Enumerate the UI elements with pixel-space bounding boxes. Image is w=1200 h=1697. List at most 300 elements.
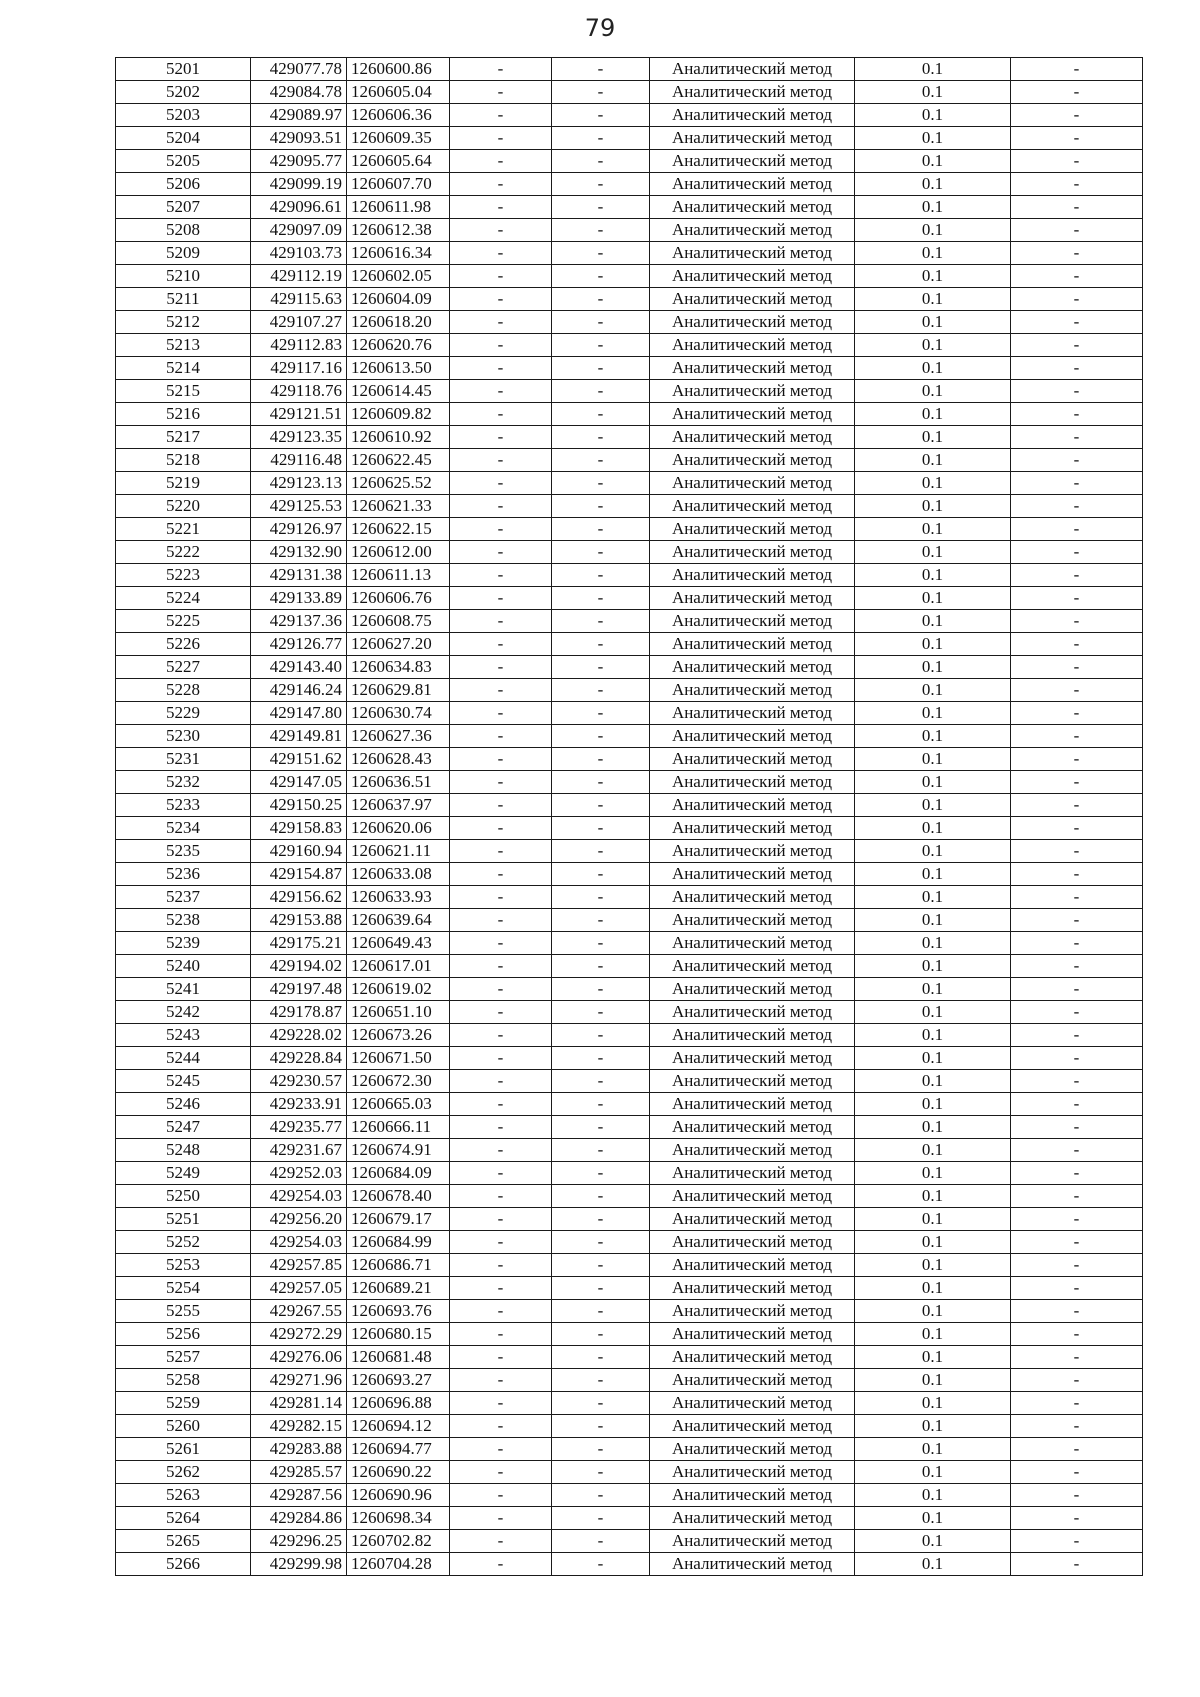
method-cell: Аналитический метод [650, 288, 855, 311]
point-number-cell: 5208 [116, 219, 251, 242]
dash-cell-b: - [552, 748, 650, 771]
method-cell: Аналитический метод [650, 311, 855, 334]
page-number: 79 [584, 14, 616, 42]
dash-cell-c: - [1011, 656, 1143, 679]
dash-cell-a: - [450, 564, 552, 587]
point-number-cell: 5240 [116, 955, 251, 978]
table-row [116, 1070, 1143, 1093]
table-row [116, 357, 1143, 380]
dash-cell-a: - [450, 1116, 552, 1139]
y-coordinate-cell: 1260616.34 [347, 242, 450, 265]
x-coordinate-cell: 429231.67 [251, 1139, 347, 1162]
point-number-cell: 5226 [116, 633, 251, 656]
dash-cell-b: - [552, 1208, 650, 1231]
point-number-cell: 5252 [116, 1231, 251, 1254]
table-row [116, 1346, 1143, 1369]
accuracy-cell: 0.1 [855, 1300, 1011, 1323]
table-row [116, 725, 1143, 748]
point-number-cell: 5221 [116, 518, 251, 541]
dash-cell-b: - [552, 863, 650, 886]
method-cell: Аналитический метод [650, 1415, 855, 1438]
method-cell: Аналитический метод [650, 564, 855, 587]
dash-cell-c: - [1011, 610, 1143, 633]
dash-cell-b: - [552, 1047, 650, 1070]
table-row [116, 1392, 1143, 1415]
y-coordinate-cell: 1260604.09 [347, 288, 450, 311]
dash-cell-a: - [450, 1369, 552, 1392]
dash-cell-c: - [1011, 104, 1143, 127]
y-coordinate-cell: 1260621.33 [347, 495, 450, 518]
accuracy-cell: 0.1 [855, 426, 1011, 449]
accuracy-cell: 0.1 [855, 587, 1011, 610]
table-body [116, 58, 1143, 1576]
dash-cell-b: - [552, 472, 650, 495]
dash-cell-c: - [1011, 541, 1143, 564]
dash-cell-a: - [450, 403, 552, 426]
dash-cell-b: - [552, 886, 650, 909]
dash-cell-a: - [450, 1415, 552, 1438]
y-coordinate-cell: 1260608.75 [347, 610, 450, 633]
dash-cell-c: - [1011, 81, 1143, 104]
dash-cell-a: - [450, 725, 552, 748]
table-row [116, 334, 1143, 357]
accuracy-cell: 0.1 [855, 1553, 1011, 1576]
dash-cell-b: - [552, 58, 650, 81]
method-cell: Аналитический метод [650, 334, 855, 357]
dash-cell-b: - [552, 978, 650, 1001]
dash-cell-c: - [1011, 1116, 1143, 1139]
y-coordinate-cell: 1260684.09 [347, 1162, 450, 1185]
dash-cell-c: - [1011, 127, 1143, 150]
dash-cell-a: - [450, 58, 552, 81]
y-coordinate-cell: 1260673.26 [347, 1024, 450, 1047]
accuracy-cell: 0.1 [855, 702, 1011, 725]
dash-cell-c: - [1011, 288, 1143, 311]
dash-cell-a: - [450, 1047, 552, 1070]
accuracy-cell: 0.1 [855, 1530, 1011, 1553]
dash-cell-c: - [1011, 1461, 1143, 1484]
y-coordinate-cell: 1260639.64 [347, 909, 450, 932]
method-cell: Аналитический метод [650, 909, 855, 932]
table-row [116, 932, 1143, 955]
x-coordinate-cell: 429146.24 [251, 679, 347, 702]
y-coordinate-cell: 1260618.20 [347, 311, 450, 334]
y-coordinate-cell: 1260696.88 [347, 1392, 450, 1415]
dash-cell-a: - [450, 1530, 552, 1553]
dash-cell-a: - [450, 1438, 552, 1461]
point-number-cell: 5217 [116, 426, 251, 449]
dash-cell-a: - [450, 1070, 552, 1093]
y-coordinate-cell: 1260681.48 [347, 1346, 450, 1369]
accuracy-cell: 0.1 [855, 1507, 1011, 1530]
dash-cell-b: - [552, 1162, 650, 1185]
y-coordinate-cell: 1260637.97 [347, 794, 450, 817]
y-coordinate-cell: 1260611.13 [347, 564, 450, 587]
x-coordinate-cell: 429149.81 [251, 725, 347, 748]
method-cell: Аналитический метод [650, 242, 855, 265]
point-number-cell: 5207 [116, 196, 251, 219]
dash-cell-c: - [1011, 748, 1143, 771]
point-number-cell: 5253 [116, 1254, 251, 1277]
point-number-cell: 5224 [116, 587, 251, 610]
accuracy-cell: 0.1 [855, 58, 1011, 81]
x-coordinate-cell: 429160.94 [251, 840, 347, 863]
x-coordinate-cell: 429267.55 [251, 1300, 347, 1323]
y-coordinate-cell: 1260609.82 [347, 403, 450, 426]
x-coordinate-cell: 429235.77 [251, 1116, 347, 1139]
dash-cell-c: - [1011, 587, 1143, 610]
accuracy-cell: 0.1 [855, 1001, 1011, 1024]
dash-cell-c: - [1011, 771, 1143, 794]
dash-cell-a: - [450, 150, 552, 173]
point-number-cell: 5257 [116, 1346, 251, 1369]
y-coordinate-cell: 1260622.45 [347, 449, 450, 472]
accuracy-cell: 0.1 [855, 1024, 1011, 1047]
point-number-cell: 5210 [116, 265, 251, 288]
dash-cell-a: - [450, 173, 552, 196]
x-coordinate-cell: 429107.27 [251, 311, 347, 334]
table-row [116, 840, 1143, 863]
x-coordinate-cell: 429118.76 [251, 380, 347, 403]
dash-cell-b: - [552, 173, 650, 196]
dash-cell-c: - [1011, 1507, 1143, 1530]
accuracy-cell: 0.1 [855, 472, 1011, 495]
dash-cell-c: - [1011, 219, 1143, 242]
point-number-cell: 5244 [116, 1047, 251, 1070]
dash-cell-a: - [450, 219, 552, 242]
table-row [116, 1369, 1143, 1392]
accuracy-cell: 0.1 [855, 242, 1011, 265]
table-row [116, 587, 1143, 610]
dash-cell-a: - [450, 1553, 552, 1576]
y-coordinate-cell: 1260600.86 [347, 58, 450, 81]
y-coordinate-cell: 1260612.00 [347, 541, 450, 564]
dash-cell-b: - [552, 288, 650, 311]
y-coordinate-cell: 1260684.99 [347, 1231, 450, 1254]
x-coordinate-cell: 429228.02 [251, 1024, 347, 1047]
table-row [116, 1507, 1143, 1530]
x-coordinate-cell: 429097.09 [251, 219, 347, 242]
x-coordinate-cell: 429283.88 [251, 1438, 347, 1461]
dash-cell-b: - [552, 380, 650, 403]
dash-cell-a: - [450, 771, 552, 794]
method-cell: Аналитический метод [650, 1162, 855, 1185]
dash-cell-b: - [552, 932, 650, 955]
dash-cell-a: - [450, 1346, 552, 1369]
dash-cell-c: - [1011, 1484, 1143, 1507]
dash-cell-c: - [1011, 196, 1143, 219]
table-row [116, 219, 1143, 242]
table-row [116, 748, 1143, 771]
dash-cell-b: - [552, 656, 650, 679]
table-row [116, 380, 1143, 403]
dash-cell-a: - [450, 518, 552, 541]
dash-cell-b: - [552, 1185, 650, 1208]
dash-cell-c: - [1011, 173, 1143, 196]
dash-cell-a: - [450, 380, 552, 403]
y-coordinate-cell: 1260690.22 [347, 1461, 450, 1484]
coordinates-table [115, 57, 1143, 1576]
dash-cell-c: - [1011, 1139, 1143, 1162]
dash-cell-b: - [552, 794, 650, 817]
x-coordinate-cell: 429252.03 [251, 1162, 347, 1185]
method-cell: Аналитический метод [650, 1024, 855, 1047]
accuracy-cell: 0.1 [855, 1231, 1011, 1254]
accuracy-cell: 0.1 [855, 1369, 1011, 1392]
table-row [116, 1231, 1143, 1254]
x-coordinate-cell: 429194.02 [251, 955, 347, 978]
x-coordinate-cell: 429178.87 [251, 1001, 347, 1024]
x-coordinate-cell: 429254.03 [251, 1185, 347, 1208]
point-number-cell: 5247 [116, 1116, 251, 1139]
table-row [116, 1461, 1143, 1484]
table-row [116, 909, 1143, 932]
point-number-cell: 5206 [116, 173, 251, 196]
x-coordinate-cell: 429284.86 [251, 1507, 347, 1530]
dash-cell-c: - [1011, 1300, 1143, 1323]
method-cell: Аналитический метод [650, 840, 855, 863]
table-row [116, 265, 1143, 288]
y-coordinate-cell: 1260630.74 [347, 702, 450, 725]
dash-cell-c: - [1011, 1415, 1143, 1438]
method-cell: Аналитический метод [650, 1277, 855, 1300]
dash-cell-b: - [552, 518, 650, 541]
x-coordinate-cell: 429143.40 [251, 656, 347, 679]
accuracy-cell: 0.1 [855, 564, 1011, 587]
table-row [116, 863, 1143, 886]
dash-cell-b: - [552, 495, 650, 518]
method-cell: Аналитический метод [650, 495, 855, 518]
accuracy-cell: 0.1 [855, 771, 1011, 794]
point-number-cell: 5266 [116, 1553, 251, 1576]
table-row [116, 58, 1143, 81]
x-coordinate-cell: 429099.19 [251, 173, 347, 196]
accuracy-cell: 0.1 [855, 610, 1011, 633]
accuracy-cell: 0.1 [855, 1346, 1011, 1369]
dash-cell-c: - [1011, 1070, 1143, 1093]
y-coordinate-cell: 1260614.45 [347, 380, 450, 403]
accuracy-cell: 0.1 [855, 1277, 1011, 1300]
dash-cell-b: - [552, 771, 650, 794]
y-coordinate-cell: 1260613.50 [347, 357, 450, 380]
dash-cell-b: - [552, 1277, 650, 1300]
dash-cell-b: - [552, 610, 650, 633]
dash-cell-b: - [552, 357, 650, 380]
x-coordinate-cell: 429077.78 [251, 58, 347, 81]
dash-cell-a: - [450, 1001, 552, 1024]
table-row [116, 1277, 1143, 1300]
accuracy-cell: 0.1 [855, 518, 1011, 541]
y-coordinate-cell: 1260629.81 [347, 679, 450, 702]
dash-cell-a: - [450, 242, 552, 265]
x-coordinate-cell: 429299.98 [251, 1553, 347, 1576]
accuracy-cell: 0.1 [855, 748, 1011, 771]
accuracy-cell: 0.1 [855, 127, 1011, 150]
dash-cell-a: - [450, 1392, 552, 1415]
point-number-cell: 5249 [116, 1162, 251, 1185]
dash-cell-a: - [450, 127, 552, 150]
accuracy-cell: 0.1 [855, 1139, 1011, 1162]
method-cell: Аналитический метод [650, 426, 855, 449]
y-coordinate-cell: 1260678.40 [347, 1185, 450, 1208]
y-coordinate-cell: 1260666.11 [347, 1116, 450, 1139]
dash-cell-b: - [552, 1070, 650, 1093]
accuracy-cell: 0.1 [855, 288, 1011, 311]
dash-cell-b: - [552, 1530, 650, 1553]
x-coordinate-cell: 429285.57 [251, 1461, 347, 1484]
point-number-cell: 5251 [116, 1208, 251, 1231]
table-row [116, 127, 1143, 150]
dash-cell-b: - [552, 679, 650, 702]
x-coordinate-cell: 429133.89 [251, 587, 347, 610]
dash-cell-a: - [450, 794, 552, 817]
method-cell: Аналитический метод [650, 955, 855, 978]
dash-cell-b: - [552, 242, 650, 265]
point-number-cell: 5238 [116, 909, 251, 932]
x-coordinate-cell: 429084.78 [251, 81, 347, 104]
dash-cell-c: - [1011, 426, 1143, 449]
point-number-cell: 5260 [116, 1415, 251, 1438]
table-row [116, 518, 1143, 541]
dash-cell-c: - [1011, 1185, 1143, 1208]
dash-cell-b: - [552, 1484, 650, 1507]
accuracy-cell: 0.1 [855, 1323, 1011, 1346]
point-number-cell: 5205 [116, 150, 251, 173]
dash-cell-c: - [1011, 1323, 1143, 1346]
point-number-cell: 5213 [116, 334, 251, 357]
dash-cell-c: - [1011, 1254, 1143, 1277]
method-cell: Аналитический метод [650, 1185, 855, 1208]
method-cell: Аналитический метод [650, 1369, 855, 1392]
y-coordinate-cell: 1260693.27 [347, 1369, 450, 1392]
dash-cell-b: - [552, 265, 650, 288]
dash-cell-c: - [1011, 932, 1143, 955]
method-cell: Аналитический метод [650, 1392, 855, 1415]
dash-cell-a: - [450, 817, 552, 840]
method-cell: Аналитический метод [650, 1553, 855, 1576]
accuracy-cell: 0.1 [855, 1116, 1011, 1139]
x-coordinate-cell: 429103.73 [251, 242, 347, 265]
table-row [116, 104, 1143, 127]
table-row [116, 311, 1143, 334]
accuracy-cell: 0.1 [855, 679, 1011, 702]
table-row [116, 1415, 1143, 1438]
accuracy-cell: 0.1 [855, 656, 1011, 679]
y-coordinate-cell: 1260690.96 [347, 1484, 450, 1507]
point-number-cell: 5231 [116, 748, 251, 771]
dash-cell-a: - [450, 886, 552, 909]
point-number-cell: 5229 [116, 702, 251, 725]
dash-cell-c: - [1011, 1047, 1143, 1070]
dash-cell-c: - [1011, 564, 1143, 587]
dash-cell-c: - [1011, 725, 1143, 748]
accuracy-cell: 0.1 [855, 104, 1011, 127]
table-row [116, 978, 1143, 1001]
method-cell: Аналитический метод [650, 1001, 855, 1024]
x-coordinate-cell: 429257.05 [251, 1277, 347, 1300]
dash-cell-c: - [1011, 1553, 1143, 1576]
dash-cell-b: - [552, 1139, 650, 1162]
y-coordinate-cell: 1260672.30 [347, 1070, 450, 1093]
point-number-cell: 5248 [116, 1139, 251, 1162]
table-row [116, 1116, 1143, 1139]
dash-cell-b: - [552, 1553, 650, 1576]
x-coordinate-cell: 429131.38 [251, 564, 347, 587]
method-cell: Аналитический метод [650, 656, 855, 679]
accuracy-cell: 0.1 [855, 932, 1011, 955]
method-cell: Аналитический метод [650, 748, 855, 771]
accuracy-cell: 0.1 [855, 357, 1011, 380]
point-number-cell: 5204 [116, 127, 251, 150]
point-number-cell: 5209 [116, 242, 251, 265]
point-number-cell: 5235 [116, 840, 251, 863]
method-cell: Аналитический метод [650, 1346, 855, 1369]
method-cell: Аналитический метод [650, 932, 855, 955]
dash-cell-a: - [450, 495, 552, 518]
dash-cell-a: - [450, 909, 552, 932]
dash-cell-b: - [552, 1024, 650, 1047]
method-cell: Аналитический метод [650, 725, 855, 748]
x-coordinate-cell: 429123.13 [251, 472, 347, 495]
dash-cell-a: - [450, 1139, 552, 1162]
table-row [116, 1001, 1143, 1024]
y-coordinate-cell: 1260620.76 [347, 334, 450, 357]
x-coordinate-cell: 429095.77 [251, 150, 347, 173]
x-coordinate-cell: 429153.88 [251, 909, 347, 932]
dash-cell-c: - [1011, 886, 1143, 909]
accuracy-cell: 0.1 [855, 1162, 1011, 1185]
accuracy-cell: 0.1 [855, 725, 1011, 748]
point-number-cell: 5225 [116, 610, 251, 633]
point-number-cell: 5220 [116, 495, 251, 518]
x-coordinate-cell: 429112.19 [251, 265, 347, 288]
method-cell: Аналитический метод [650, 265, 855, 288]
dash-cell-a: - [450, 610, 552, 633]
table-row [116, 955, 1143, 978]
method-cell: Аналитический метод [650, 173, 855, 196]
dash-cell-c: - [1011, 702, 1143, 725]
x-coordinate-cell: 429287.56 [251, 1484, 347, 1507]
dash-cell-a: - [450, 1185, 552, 1208]
dash-cell-b: - [552, 817, 650, 840]
dash-cell-b: - [552, 1507, 650, 1530]
point-number-cell: 5241 [116, 978, 251, 1001]
dash-cell-b: - [552, 541, 650, 564]
dash-cell-c: - [1011, 1369, 1143, 1392]
dash-cell-c: - [1011, 840, 1143, 863]
point-number-cell: 5262 [116, 1461, 251, 1484]
dash-cell-b: - [552, 909, 650, 932]
dash-cell-c: - [1011, 403, 1143, 426]
method-cell: Аналитический метод [650, 449, 855, 472]
dash-cell-b: - [552, 725, 650, 748]
dash-cell-a: - [450, 840, 552, 863]
dash-cell-a: - [450, 1254, 552, 1277]
point-number-cell: 5201 [116, 58, 251, 81]
dash-cell-c: - [1011, 334, 1143, 357]
dash-cell-a: - [450, 449, 552, 472]
method-cell: Аналитический метод [650, 219, 855, 242]
x-coordinate-cell: 429296.25 [251, 1530, 347, 1553]
point-number-cell: 5254 [116, 1277, 251, 1300]
dash-cell-a: - [450, 1323, 552, 1346]
table-row [116, 541, 1143, 564]
method-cell: Аналитический метод [650, 357, 855, 380]
table-row [116, 1553, 1143, 1576]
x-coordinate-cell: 429256.20 [251, 1208, 347, 1231]
dash-cell-c: - [1011, 1530, 1143, 1553]
table-row [116, 1024, 1143, 1047]
